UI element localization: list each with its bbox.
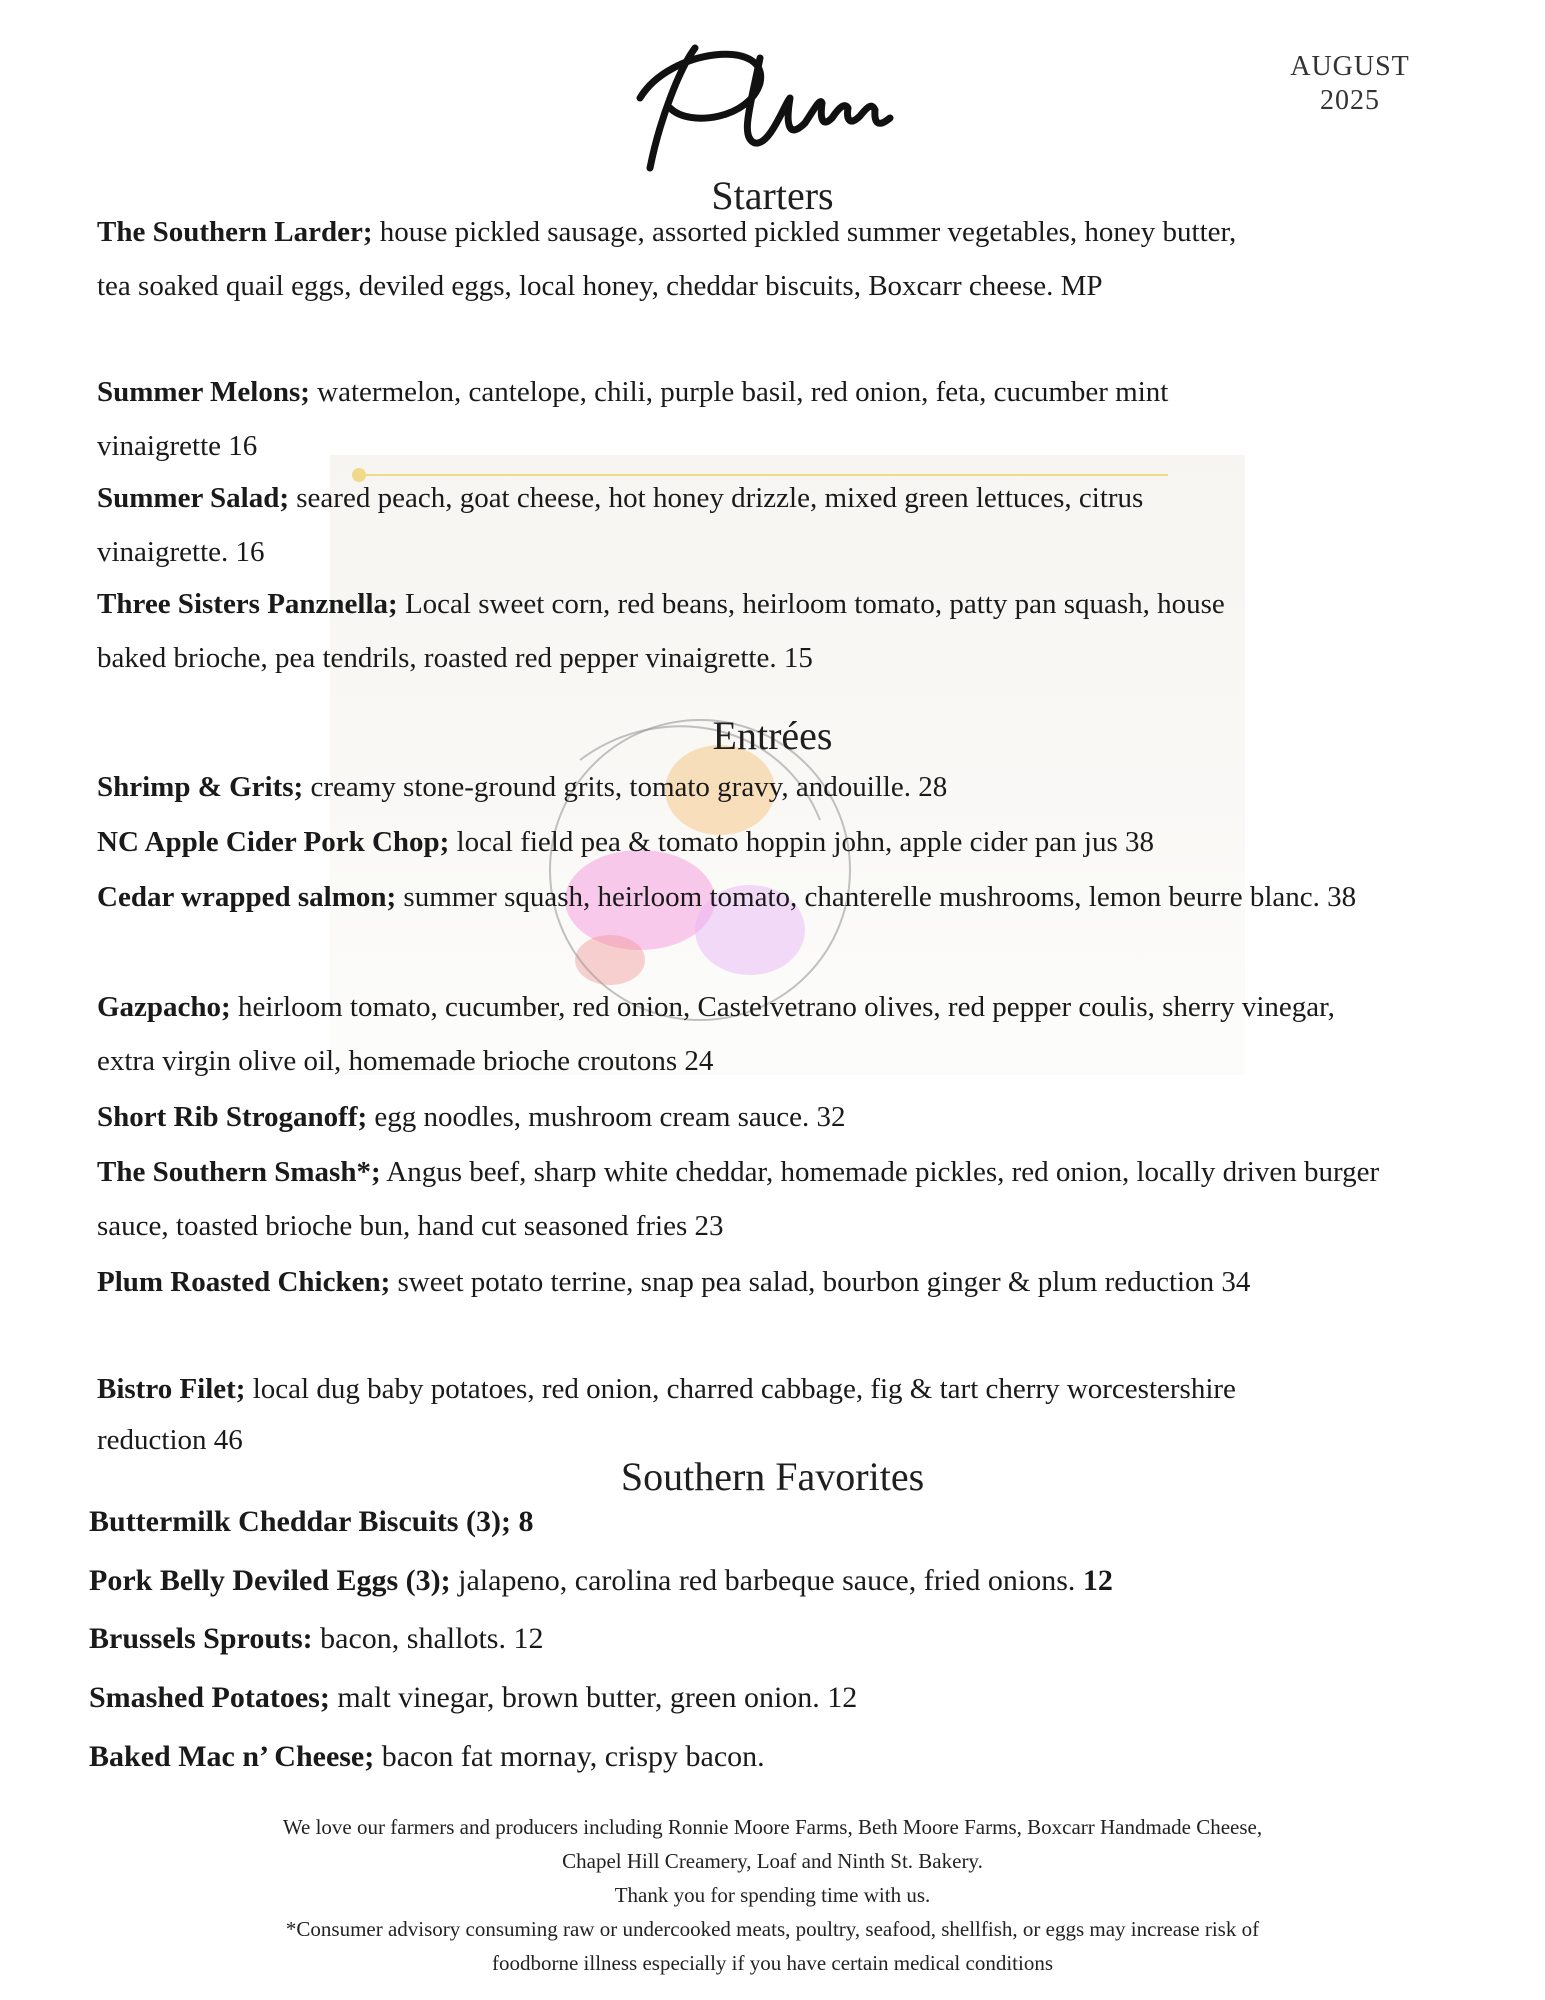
menu-item	[89, 1502, 1409, 1542]
menu-item	[89, 1678, 1409, 1718]
item-name: Bistro Filet;	[97, 1373, 246, 1405]
menu-item	[89, 1737, 1409, 1777]
menu-item	[97, 205, 1267, 313]
menu-item	[89, 1561, 1409, 1601]
item-desc: Local sweet corn, red beans, heirloom tomato, patty pan squash, house baked brioche, pea tendrils, roasted red pepper vinaigrette. 15	[97, 588, 1225, 674]
menu-item	[97, 471, 1227, 579]
menu-item	[97, 1255, 1347, 1309]
item-desc: Angus beef, sharp white cheddar, homemade pickles, red onion, locally driven burger sauce, toasted brioche bun, hand cut seasoned fries 23	[97, 1156, 1380, 1242]
item-desc: sweet potato terrine, snap pea salad, bourbon ginger & plum reduction 34	[390, 1266, 1251, 1298]
item-name: Buttermilk Cheddar Biscuits (3); 8	[89, 1505, 534, 1538]
item-desc: jalapeno, carolina red barbeque sauce, fried onions.	[450, 1564, 1083, 1597]
section-title-southern-favorites: Southern Favorites	[620, 1454, 925, 1499]
menu-item	[97, 760, 1397, 814]
item-desc: bacon fat mornay, crispy bacon.	[374, 1740, 765, 1773]
menu-item	[89, 1619, 1409, 1659]
item-name: Cedar wrapped salmon;	[97, 881, 397, 913]
menu-item	[97, 815, 1427, 869]
item-name: Smashed Potatoes;	[89, 1681, 330, 1714]
footer-thanks: Thank you for spending time with us.	[614, 1883, 931, 1907]
footer	[0, 1810, 1545, 1980]
date-year: 2025	[1320, 85, 1380, 116]
menu-item	[97, 1145, 1387, 1253]
item-price: 12	[1082, 1564, 1113, 1597]
item-name: Summer Melons;	[97, 376, 310, 408]
item-name: NC Apple Cider Pork Chop;	[97, 826, 450, 858]
footer-advisory: *Consumer advisory consuming raw or undercooked meats, poultry, seafood, shellfish, or eggs may increase risk of	[285, 1917, 1260, 1941]
item-name: Short Rib Stroganoff;	[97, 1101, 368, 1133]
item-name: Plum Roasted Chicken;	[97, 1266, 391, 1298]
item-name: Pork Belly Deviled Eggs (3);	[89, 1564, 451, 1597]
date-month: AUGUST	[1290, 51, 1410, 82]
item-name: The Southern Larder;	[97, 216, 373, 248]
menu-item	[97, 1090, 1397, 1144]
item-desc: summer squash, heirloom tomato, chanterelle mushrooms, lemon beurre blanc. 38	[396, 881, 1357, 913]
menu-item	[97, 980, 1397, 1088]
item-name: Shrimp & Grits;	[97, 771, 304, 803]
item-name: Brussels Sprouts:	[89, 1622, 313, 1655]
menu-item	[97, 1364, 1307, 1466]
footer-producers-cont: Chapel Hill Creamery, Loaf and Ninth St. Bakery.	[562, 1849, 983, 1873]
item-name: Gazpacho;	[97, 991, 231, 1023]
item-name: Summer Salad;	[97, 482, 290, 514]
item-desc: house pickled sausage, assorted pickled summer vegetables, honey butter, tea soaked quail eggs, deviled eggs, local honey, cheddar biscuits, Boxcarr cheese. MP	[97, 216, 1237, 302]
item-desc: egg noodles, mushroom cream sauce. 32	[367, 1101, 846, 1133]
section-title-entrees: Entrées	[712, 713, 833, 758]
menu-date	[1285, 50, 1415, 118]
item-desc: bacon, shallots. 12	[312, 1622, 544, 1655]
item-desc: malt vinegar, brown butter, green onion. 12	[329, 1681, 858, 1714]
item-desc: creamy stone-ground grits, tomato gravy, andouille. 28	[303, 771, 948, 803]
item-desc: watermelon, cantelope, chili, purple basil, red onion, feta, cucumber mint vinaigrette 16	[97, 376, 1169, 462]
item-desc: local dug baby potatoes, red onion, charred cabbage, fig & tart cherry worcestershire reduction 46	[97, 1373, 1236, 1456]
menu-item	[97, 577, 1227, 685]
item-name: Baked Mac n’ Cheese;	[89, 1740, 375, 1773]
plum-logo	[610, 28, 910, 188]
item-desc: seared peach, goat cheese, hot honey drizzle, mixed green lettuces, citrus vinaigrette. 16	[97, 482, 1144, 568]
item-desc: heirloom tomato, cucumber, red onion, Castelvetrano olives, red pepper coulis, sherry vinegar, extra virgin olive oil, homemade brioche croutons 24	[97, 991, 1335, 1077]
item-name: The Southern Smash*;	[97, 1156, 381, 1188]
item-desc: local field pea & tomato hoppin john, apple cider pan jus 38	[449, 826, 1155, 858]
item-name: Three Sisters Panznella;	[97, 588, 398, 620]
menu-item	[97, 870, 1407, 924]
footer-advisory-cont: foodborne illness especially if you have certain medical conditions	[492, 1951, 1053, 1975]
section-title-starters: Starters	[711, 173, 834, 218]
footer-producers: We love our farmers and producers including Ronnie Moore Farms, Beth Moore Farms, Boxcarr Handmade Cheese,	[282, 1815, 1263, 1839]
menu-item	[97, 365, 1247, 473]
